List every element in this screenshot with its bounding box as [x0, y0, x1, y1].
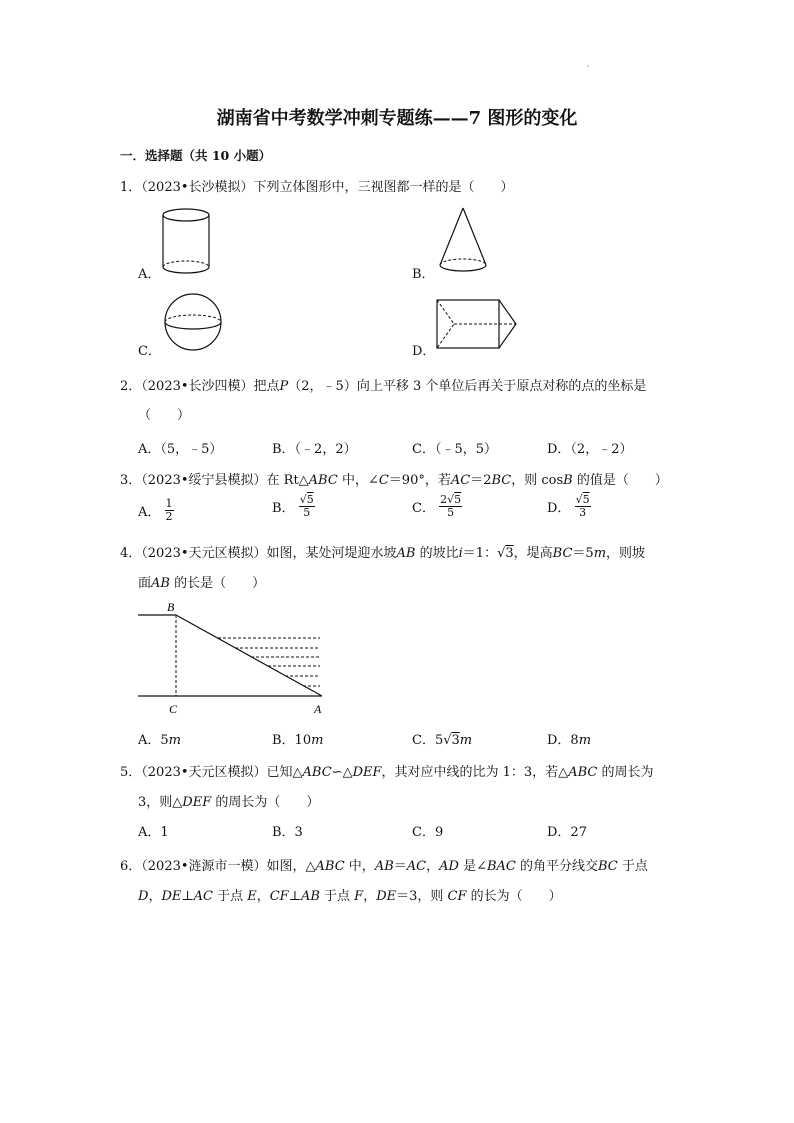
- q2-option-d[interactable]: D．（2，﹣2）: [547, 442, 633, 457]
- q1-option-c-label[interactable]: C．: [138, 344, 161, 359]
- q5-option-c[interactable]: C．9: [412, 825, 444, 840]
- q2-option-a[interactable]: A．（5，﹣5）: [138, 442, 223, 457]
- embankment-figure: [138, 598, 328, 720]
- corner-mark: ': [587, 64, 590, 73]
- q1-option-d-label[interactable]: D．: [412, 344, 436, 359]
- q5-option-b[interactable]: B．3: [272, 825, 303, 840]
- q2-stem: 2．（2023•长沙四模）把点P（2，﹣5）向上平移 3 个单位后再关于原点对称的点的坐标是: [120, 379, 647, 394]
- q3-option-a[interactable]: A． $\frac{1}{2}$: [138, 497, 173, 523]
- q4-stem-line2: 面AB 的长是（ ）: [138, 576, 266, 591]
- page-title: 湖南省中考数学冲刺专题练——7 图形的变化: [216, 108, 578, 129]
- q5-option-a[interactable]: A．1: [138, 825, 169, 840]
- fraction: $\frac{1}{2}$: [165, 497, 173, 523]
- q2-option-c[interactable]: C．（﹣5，5）: [412, 442, 497, 457]
- q2-answer-paren: （ ）: [138, 408, 191, 423]
- q5-stem: 5．（2023•天元区模拟）已知△ABC∽△DEF，其对应中线的比为 1：3，若△ABC 的周长为: [120, 765, 654, 780]
- q4-option-c[interactable]: C．5√3m: [412, 733, 473, 748]
- q3-stem: 3．（2023•绥宁县模拟）在 Rt△ABC 中，∠C＝90°，若AC＝2BC，则 cosB 的值是（ ）: [120, 473, 668, 488]
- label-a: A: [314, 702, 322, 716]
- q6-stem-line2: D，DE⊥AC 于点 E，CF⊥AB 于点 F，DE＝3，则 CF 的长为（ ）: [138, 889, 562, 904]
- q4-option-b[interactable]: B．10m: [272, 733, 324, 748]
- q1-stem: 1．（2023•长沙模拟）下列立体图形中，三视图都一样的是（ ）: [120, 180, 514, 195]
- q3-option-d[interactable]: D． $\frac{√5}{3}$: [547, 493, 590, 519]
- cylinder-figure: [160, 206, 212, 276]
- label-c: C: [169, 702, 178, 716]
- triangular-prism-figure: [436, 298, 520, 350]
- q5-stem-line2: 3，则△DEF 的周长为（ ）: [138, 795, 320, 810]
- fraction: $\frac{√5}{3}$: [575, 493, 590, 519]
- q6-stem: 6．（2023•涟源市一模）如图，△ABC 中，AB＝AC，AD 是∠BAC 的角平分线交BC 于点: [120, 859, 648, 874]
- q3-option-b[interactable]: B． $\frac{√5}{5}$: [272, 493, 314, 519]
- sphere-figure: [163, 292, 223, 352]
- label-b: B: [167, 600, 175, 614]
- fraction: $\frac{2√5}{5}$: [440, 493, 462, 519]
- q1-option-a-label[interactable]: A．: [138, 267, 161, 282]
- q4-option-a[interactable]: A．5m: [138, 733, 181, 748]
- q4-option-d[interactable]: D．8m: [547, 733, 592, 748]
- section-heading: 一．选择题（共 10 小题）: [120, 148, 272, 163]
- fraction: $\frac{√5}{5}$: [299, 493, 314, 519]
- q5-option-d[interactable]: D．27: [547, 825, 587, 840]
- q4-stem: 4．（2023•天元区模拟）如图，某处河堤迎水坡AB 的坡比i＝1：√3，堤高BC＝5m，则坡: [120, 546, 646, 561]
- cone-figure: [437, 206, 489, 274]
- q2-option-b[interactable]: B．（﹣2，2）: [272, 442, 357, 457]
- q3-option-c[interactable]: C． $\frac{2√5}{5}$: [412, 493, 462, 519]
- q1-option-b-label[interactable]: B．: [412, 267, 435, 282]
